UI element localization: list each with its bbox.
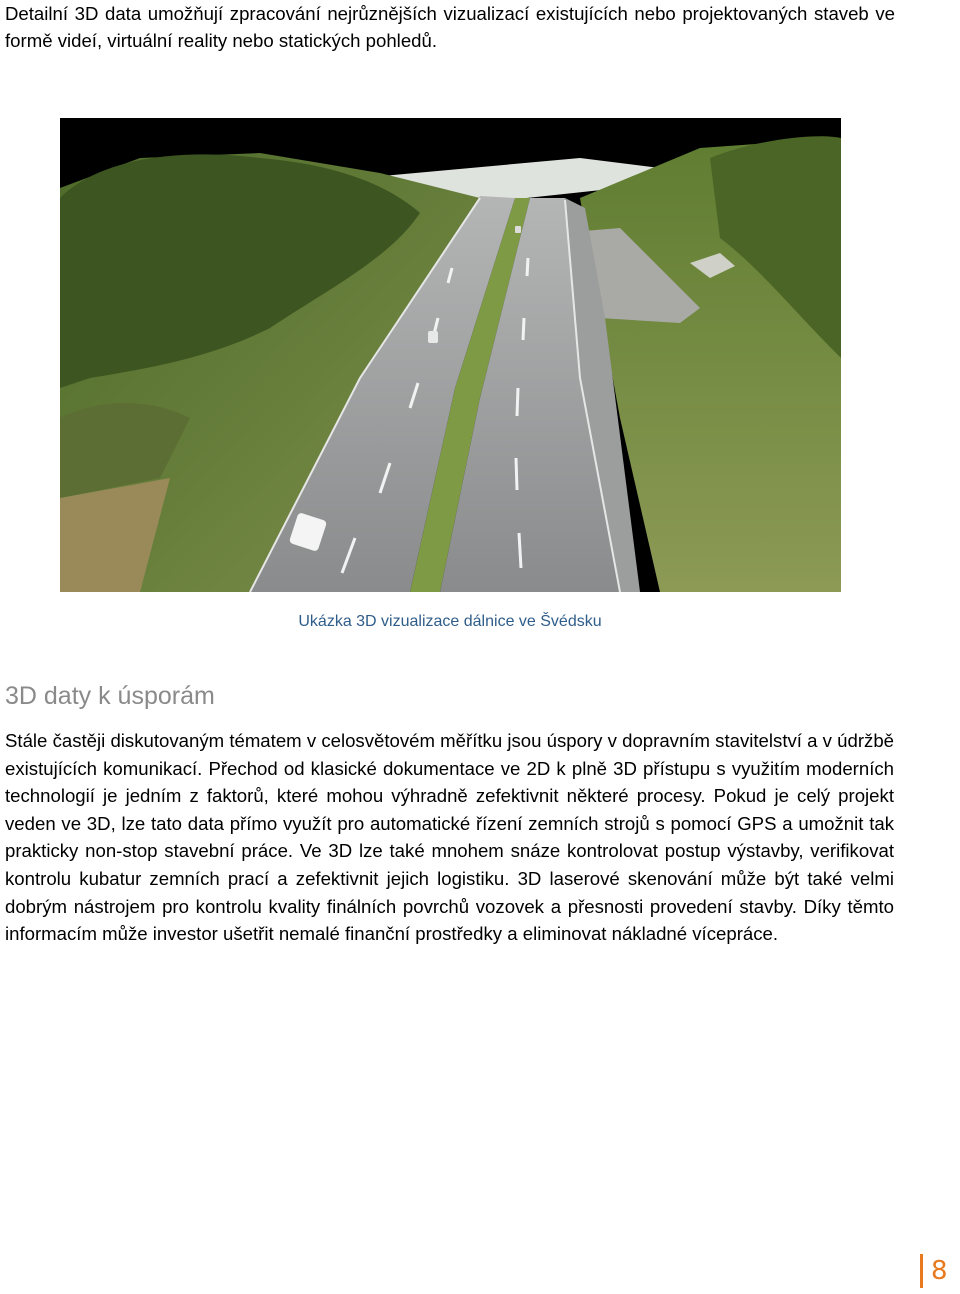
page-number: 8 [920, 1254, 948, 1288]
section-heading: 3D daty k úsporám [5, 682, 215, 710]
figure-caption: Ukázka 3D vizualizace dálnice ve Švédsku [298, 613, 602, 630]
highway-3d-visualization-image [60, 118, 841, 592]
section-body: Stále častěji diskutovaným tématem v celosvětovém měřítku jsou úspory v dopravním stavitelství a v údržbě existujících komunikací. Přechod od klasické dokumentace ve 2D k plně 3D přístupu s využitím moderních technologií je jedním z faktorů, které mohou výhradně zefektivnit některé procesy. Pokud je celý projekt veden ve 3D, lze tato data přímo využít pro automatické řízení zemních strojů s pomocí GPS a umožnit tak prakticky non-stop stavební práce. Ve 3D lze také mnohem snáze kontrolovat postup výstavby, verifikovat kontrolu kubatur zemních prací a zefektivnit jejich logistiku. 3D laserové skenování může být také velmi dobrým nástrojem pro kontrolu kvality finálních povrchů vozovek a přesnosti provedení stavby. Díky těmto informacím může investor ušetřit nemalé finanční prostředky a eliminovat nákladné vícepráce. [5, 730, 894, 945]
intro-paragraph: Detailní 3D data umožňují zpracování nejrůznějších vizualizací existujících nebo projektovaných staveb ve formě videí, virtuální reality nebo statických pohledů. [5, 3, 895, 51]
